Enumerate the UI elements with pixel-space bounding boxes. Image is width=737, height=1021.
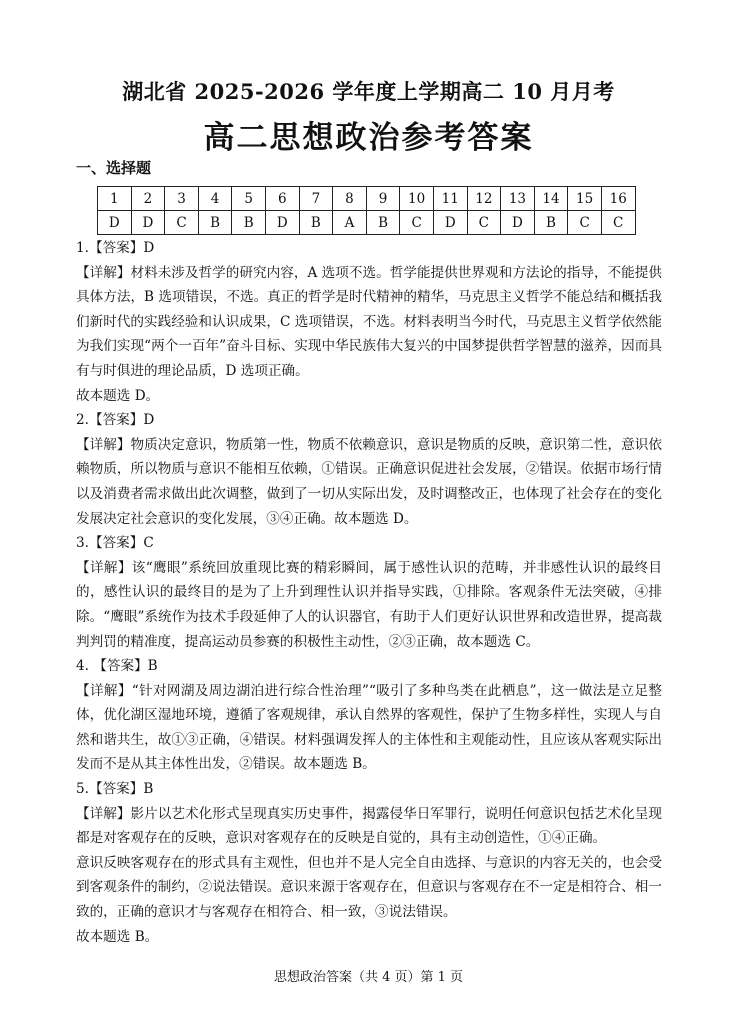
answer-letter-cell: C bbox=[601, 211, 635, 235]
answer-letter-cell: D bbox=[433, 211, 467, 235]
answer-letter-cell: A bbox=[333, 211, 367, 235]
explanation-paragraph: 【详解】材料未涉及哲学的研究内容，A 选项不选。哲学能提供世界观和方法论的指导，不能提供具体方法，B 选项错误，不选。真正的哲学是时代精神的精华，马克思主义哲学不能总结和概括我们新时代的实践经验和认识成果，C 选项错误，不选。材料表明当今时代，马克思主义哲学依然能为我们实现“两个一百年”奋斗目标、实现中华民族伟大复兴的中国梦提供哲学智慧的滋养，因而具有与时俱进的理论品质，D 选项正确。 bbox=[76, 264, 662, 379]
explanations bbox=[76, 236, 662, 949]
explanation-paragraph: 【详解】该“鹰眼”系统回放重现比赛的精彩瞬间，属于感性认识的范畴，并非感性认识的最终目的，感性认识的最终目的是为了上升到理性认识并指导实践，①排除。客观条件无法突破，④排除。“鹰眼”系统作为技术手段延伸了人的认识器官，有助于人们更好认识世界和改造世界，提高裁判判罚的精准度，提高运动员参赛的积极性主动性，②③正确，故本题选 C。 bbox=[76, 559, 662, 650]
explanation-paragraph: 意识反映客观存在的形式具有主观性，但也并不是人完全自由选择、与意识的内容无关的，也会受到客观条件的制约，②说法错误。意识来源于客观存在，但意识与客观存在不一定是相符合、相一致的，正确的意识才与客观存在相符合、相一致，③说法错误。 bbox=[76, 854, 662, 921]
answer-letter-cell: D bbox=[501, 211, 535, 235]
answer-letter-cell: B bbox=[366, 211, 400, 235]
answer-letter-cell: C bbox=[165, 211, 199, 235]
answer-letter-row bbox=[98, 211, 636, 235]
answer-line: 2.【答案】D bbox=[76, 412, 155, 429]
answer-table bbox=[97, 186, 636, 235]
answer-line: 5.【答案】B bbox=[76, 781, 154, 798]
answer-letter-cell: B bbox=[299, 211, 333, 235]
question-number-cell: 10 bbox=[400, 187, 434, 211]
question-number-cell: 5 bbox=[232, 187, 266, 211]
question-number-cell: 14 bbox=[534, 187, 568, 211]
page-title: 高二思想政治参考答案 bbox=[203, 120, 534, 156]
conclusion-line: 故本题选 D。 bbox=[76, 387, 160, 404]
answer-letter-cell: D bbox=[265, 211, 299, 235]
section-heading: 一、选择题 bbox=[76, 159, 152, 177]
conclusion-line: 故本题选 B。 bbox=[76, 928, 159, 945]
question-number-cell: 13 bbox=[501, 187, 535, 211]
question-number-cell: 3 bbox=[165, 187, 199, 211]
question-number-cell: 12 bbox=[467, 187, 501, 211]
question-number-cell: 16 bbox=[601, 187, 635, 211]
question-number-cell: 6 bbox=[265, 187, 299, 211]
question-number-cell: 11 bbox=[433, 187, 467, 211]
question-number-cell: 8 bbox=[333, 187, 367, 211]
answer-line: 4. 【答案】B bbox=[76, 658, 158, 675]
answer-letter-cell: D bbox=[98, 211, 132, 235]
question-number-cell: 15 bbox=[568, 187, 602, 211]
answer-letter-cell: B bbox=[198, 211, 232, 235]
answer-letter-cell: C bbox=[467, 211, 501, 235]
answer-letter-cell: B bbox=[232, 211, 266, 235]
answer-line: 3.【答案】C bbox=[76, 535, 154, 552]
exam-title: 湖北省 2025-2026 学年度上学期高二 10 月月考 bbox=[122, 79, 615, 104]
question-number-cell: 4 bbox=[198, 187, 232, 211]
explanation-paragraph: 【详解】物质决定意识，物质第一性，物质不依赖意识，意识是物质的反映，意识第二性，意识依赖物质，所以物质与意识不能相互依赖，①错误。正确意识促进社会发展，②错误。依据市场行情以及消费者需求做出此次调整，做到了一切从实际出发，及时调整改正，也体现了社会存在的变化发展决定社会意识的变化发展，③④正确。故本题选 D。 bbox=[76, 436, 662, 527]
question-number-cell: 9 bbox=[366, 187, 400, 211]
answer-letter-cell: C bbox=[568, 211, 602, 235]
question-number-row bbox=[98, 187, 636, 211]
answer-line: 1.【答案】D bbox=[76, 240, 155, 256]
question-number-cell: 1 bbox=[98, 187, 132, 211]
answer-letter-cell: B bbox=[534, 211, 568, 235]
question-number-cell: 7 bbox=[299, 187, 333, 211]
explanation-paragraph: 【详解】“针对网湖及周边湖泊进行综合性治理”“吸引了多种鸟类在此栖息”，这一做法是立足整体，优化湖区湿地环境，遵循了客观规律，承认自然界的客观性，保护了生物多样性，实现人与自然和谐共生，故①③正确，④错误。材料强调发挥人的主体性和主观能动性，且应该从客观实际出发而不是从其主体性出发，②错误。故本题选 B。 bbox=[76, 682, 662, 773]
question-number-cell: 2 bbox=[131, 187, 165, 211]
answer-letter-cell: D bbox=[131, 211, 165, 235]
page-footer: 思想政治答案（共 4 页）第 1 页 bbox=[273, 970, 464, 985]
answer-letter-cell: C bbox=[400, 211, 434, 235]
explanation-paragraph: 【详解】影片以艺术化形式呈现真实历史事件，揭露侵华日军罪行，说明任何意识包括艺术化呈现都是对客观存在的反映，意识对客观存在的反映是自觉的，具有主动创造性，①④正确。 bbox=[76, 805, 662, 847]
